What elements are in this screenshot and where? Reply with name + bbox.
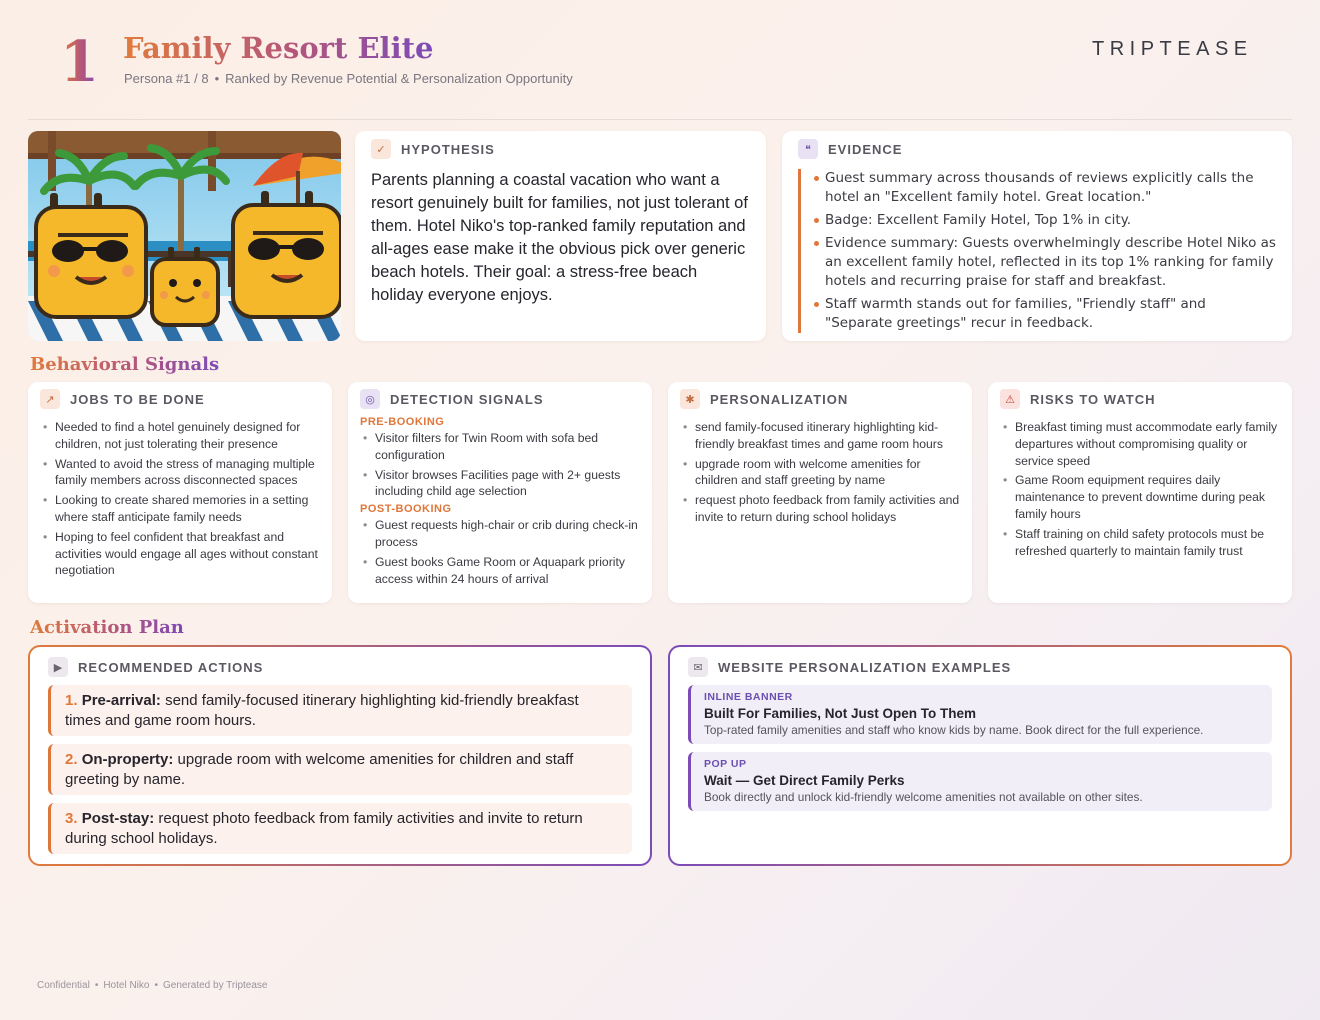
post-booking-list [360,517,640,587]
evidence-item: Badge: Excellent Family Hotel, Top 1% in city. [815,211,1276,230]
action-phase: Post-stay: [81,810,155,827]
jobs-label: JOBS TO BE DONE [70,391,205,407]
list-item: • Breakfast timing must accommodate early family departures without compromising quality or service speed [1000,419,1280,469]
evidence-card [782,131,1292,341]
target-icon: ◎ [360,389,380,409]
action-text: send family-focused itinerary highlighting kid-friendly breakfast times and game room hours. [65,692,579,729]
evidence-item: Evidence summary: Guests overwhelmingly describe Hotel Niko as an excellent family hotel, reflected in its top 1% ranking for family hotels and recurring praise for staff and breakfast. [815,234,1276,291]
list-item: • Guest books Game Room or Aquapark priority access within 24 hours of arrival [360,554,640,588]
list-item: • Hoping to feel confident that breakfast and activities would engage all ages without constant negotiation [40,529,320,579]
evidence-label: EVIDENCE [828,141,903,157]
jobs-list [40,419,320,579]
action-item [48,744,632,795]
header-divider [28,119,1292,120]
check-icon: ✓ [371,139,391,159]
recommended-actions-panel [28,645,652,866]
actions-label: RECOMMENDED ACTIONS [78,659,264,675]
jobs-card [28,382,332,603]
activation-plan-title: Activation Plan [30,617,184,638]
pre-booking-label: PRE-BOOKING [360,416,445,428]
page-title: Family Resort Elite [123,31,434,65]
action-phase: Pre-arrival: [81,692,161,709]
action-item [48,685,632,736]
persona-rank: 1 [60,29,99,95]
list-item: • Wanted to avoid the stress of managing multiple family members across disconnected spaces [40,456,320,490]
action-item [48,803,632,854]
detection-card [348,382,652,603]
brand-logo: TRIPTEASE [1092,38,1253,60]
personalization-list [680,419,960,526]
list-item: • Visitor browses Facilities page with 2+ guests including child age selection [360,467,640,501]
hypothesis-label: HYPOTHESIS [401,141,495,157]
evidence-list [798,169,1276,333]
risks-card [988,382,1292,603]
action-number: 1. [65,692,78,709]
list-item: • Looking to create shared memories in a setting where staff anticipate family needs [40,492,320,526]
evidence-item: Staff warmth stands out for families, "Friendly staff" and "Separate greetings" recur in feedback. [815,295,1276,333]
risks-label: RISKS TO WATCH [1030,391,1156,407]
hypothesis-text: Parents planning a coastal vacation who want a resort genuinely built for families, not just tolerant of them. Hotel Niko's top-ranked family reputation and all-ages ease make it the obvious pick over generic beach hotels. Their goal: a stress-free beach holiday everyone enjoys. [371,171,748,304]
personalization-card [668,382,972,603]
personalization-label: PERSONALIZATION [710,391,849,407]
example-headline: Built For Families, Not Just Open To Them [704,706,977,721]
hypothesis-card [355,131,766,341]
page-subtitle: Persona #1 / 8 • Ranked by Revenue Potential & Personalization Opportunity [124,71,573,86]
post-booking-label: POST-BOOKING [360,503,452,516]
action-phase: On-property: [81,751,174,768]
list-item: • send family-focused itinerary highlighting kid-friendly breakfast times and game room hours [680,419,960,453]
list-item: • Staff training on child safety protocols must be refreshed quarterly to maintain family trust [1000,526,1280,560]
examples-label: WEBSITE PERSONALIZATION EXAMPLES [718,659,1012,675]
list-item: • upgrade room with welcome amenities for children and staff greeting by name [680,456,960,490]
warning-icon: ⚠ [1000,389,1020,409]
footer-hotel: Hotel Niko [103,980,150,991]
evidence-item: Guest summary across thousands of reviews explicitly calls the hotel an "Excellent family hotel. Great location." [815,169,1276,207]
behavioral-signals-title: Behavioral Signals [30,354,220,375]
list-item: • Needed to find a hotel genuinely designed for children, not just tolerating their presence [40,419,320,453]
example-headline: Wait — Get Direct Family Perks [704,773,905,788]
pre-booking-list [360,430,640,500]
action-text: upgrade room with welcome amenities for children and staff greeting by name. [65,751,574,788]
footer-confidential: Confidential [37,980,90,991]
list-item: • Guest requests high-chair or crib during check-in process [360,517,640,551]
example-type: INLINE BANNER [704,691,793,703]
quote-icon: ❝ [798,139,818,159]
list-item: • Game Room equipment requires daily maintenance to prevent downtime during peak family hours [1000,472,1280,522]
example-body: Top-rated family amenities and staff who know kids by name. Book direct for the full experience. [704,723,1204,737]
list-item: • request photo feedback from family activities and invite to return during school holidays [680,492,960,526]
website-examples-panel [668,645,1292,866]
example-item [688,752,1272,811]
list-item: • Visitor filters for Twin Room with sofa bed configuration [360,430,640,464]
example-type: POP UP [704,758,747,770]
footer-generated: Generated by Triptease [162,980,268,991]
example-item [688,685,1272,744]
risks-list [1000,419,1280,559]
action-number: 3. [65,810,78,827]
play-icon: ▶ [48,657,68,677]
ranking-note: Ranked by Revenue Potential & Personalization Opportunity [225,71,573,86]
footer: Confidential • Hotel Niko • Generated by Triptease [37,980,268,991]
arrow-up-right-icon: ↗ [40,389,60,409]
action-text: request photo feedback from family activities and invite to return during school holidays. [65,810,583,847]
persona-illustration [28,131,341,341]
example-body: Book directly and unlock kid-friendly welcome amenities not available on other sites. [704,790,1143,804]
detection-label: DETECTION SIGNALS [390,391,544,407]
sparkle-icon: ✱ [680,389,700,409]
envelope-icon: ✉ [688,657,708,677]
action-number: 2. [65,751,78,768]
persona-index: Persona #1 / 8 [124,71,209,86]
